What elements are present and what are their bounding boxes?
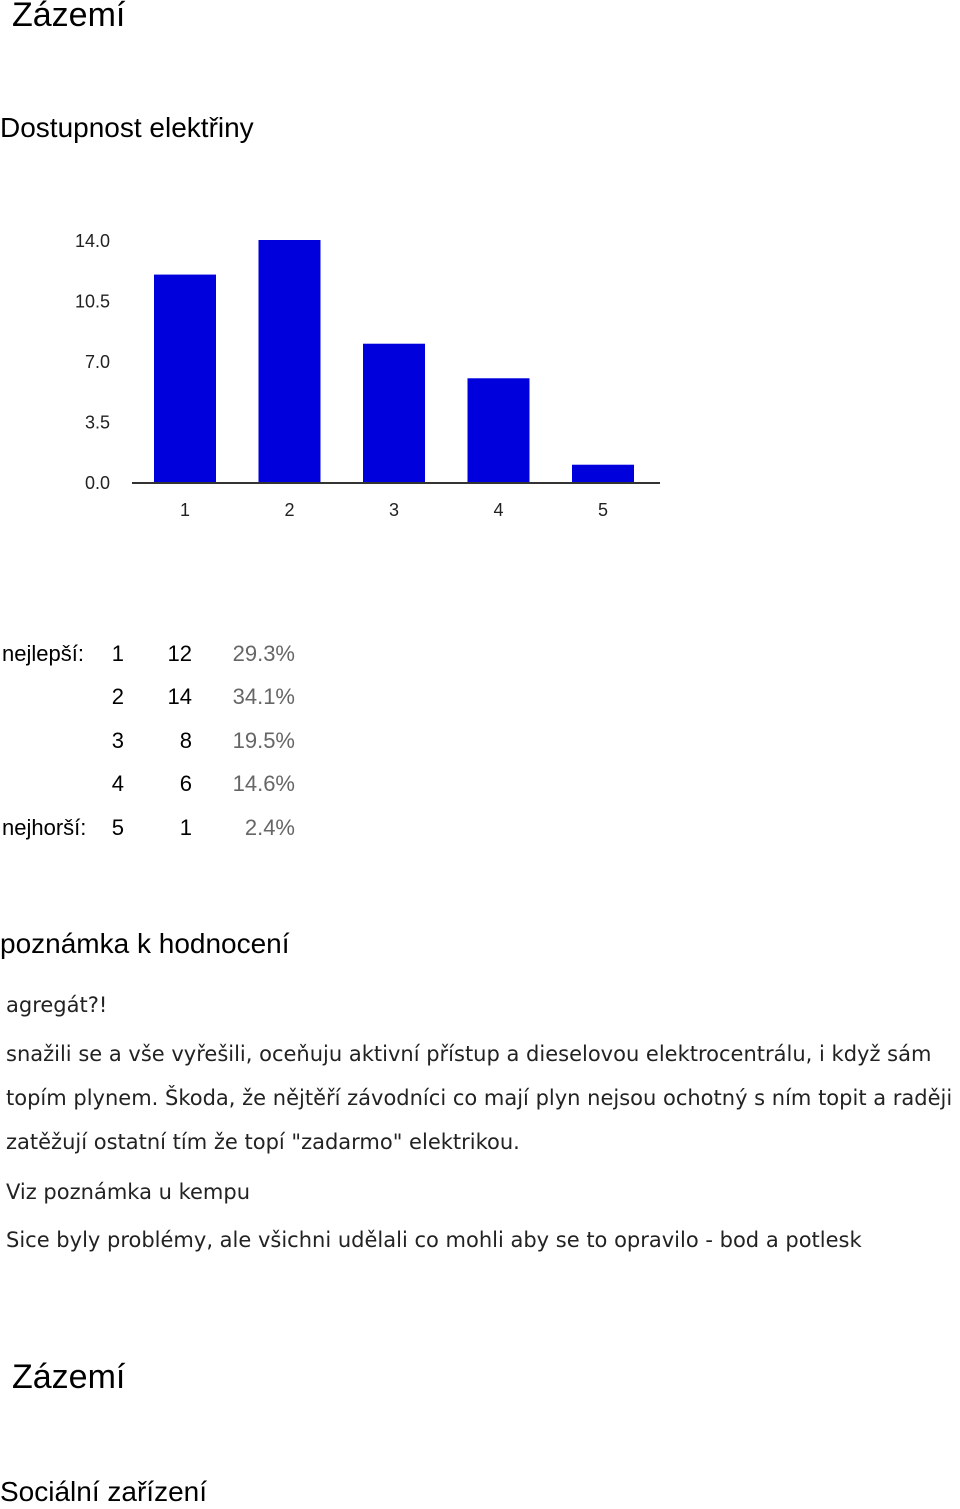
question-title: Dostupnost elektřiny [0,112,254,143]
bar-1 [154,275,216,482]
x-tick-label: 4 [493,500,504,520]
bar-5 [572,465,634,482]
stats-count: 14 [167,684,192,710]
y-tick-label: 7.0 [84,352,110,372]
note-text: agregát?! [6,993,108,1017]
stats-percent: 14.6% [232,771,295,797]
stats-rating: 4 [111,771,124,797]
notes-title: poznámka k hodnocení [0,928,290,959]
stats-percent: 2.4% [244,814,295,840]
stats-count: 1 [179,814,192,840]
bar-4 [468,378,530,482]
section-title: Zázemí [12,0,126,34]
x-tick-label: 1 [179,500,191,520]
stats-table [0,632,295,850]
stats-label: nejhorší: [2,814,87,840]
stats-count: 12 [167,640,192,666]
x-tick-label: 2 [284,500,295,520]
stats-label: nejlepší: [2,640,84,666]
stats-count: 6 [179,771,192,797]
stats-row [0,632,295,676]
y-tick-label: 3.5 [84,412,110,433]
x-tick-label: 5 [597,500,609,520]
y-tick-label: 14.0 [74,231,110,251]
note-text: Viz poznámka u kempu [6,1180,251,1204]
stats-row [0,676,295,720]
note-text: snažili se a vše vyřešili, oceňuju aktivní přístup a dieselovou elektrocentrálu, i když sám topím plynem. Škoda, že nějtěří závodníci co mají plyn nejsou ochotný s ním topit a raději zatěžují ostatní tím že topí "zadarmo" elektrikou. [6,1042,953,1154]
x-tick-label: 3 [388,500,400,520]
next-question-title: Sociální zařízení [0,1476,207,1507]
stats-count: 8 [179,727,192,753]
stats-row [0,763,295,807]
stats-rating: 1 [111,640,124,666]
stats-percent: 34.1% [232,684,295,710]
stats-rating: 3 [111,727,124,753]
stats-label [0,719,106,763]
y-tick-label: 10.5 [74,291,110,312]
stats-rating: 2 [111,684,124,710]
stats-rating: 5 [111,814,124,840]
y-tick-label: 0.0 [84,473,110,493]
bar-3 [363,344,425,482]
stats-row [0,719,295,763]
bar-2 [259,240,321,482]
stats-label [0,763,106,807]
bar-chart [0,210,680,540]
note-text: Sice byly problémy, ale všichni udělali co mohli aby se to opravilo - bod a potlesk [6,1228,862,1252]
next-section-title: Zázemí [12,1358,126,1396]
stats-percent: 19.5% [232,727,295,753]
stats-row [0,806,295,850]
stats-label [0,676,106,720]
stats-percent: 29.3% [232,640,295,666]
